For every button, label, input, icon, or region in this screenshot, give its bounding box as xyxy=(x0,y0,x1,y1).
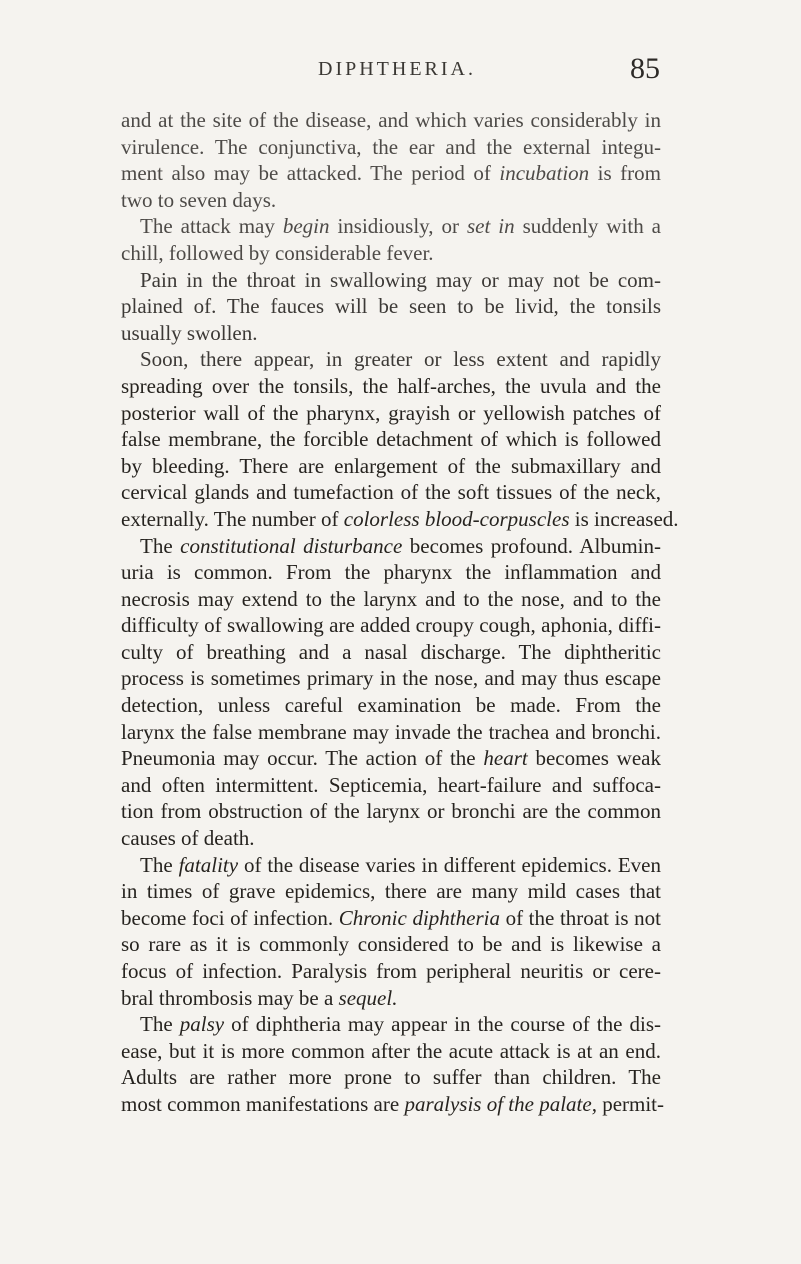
text-line: posterior wall of the pharynx, grayish or yellowish patches of xyxy=(121,400,661,425)
italic-term: begin xyxy=(282,214,330,239)
text-line: most common manifestations are paralysis of the palate, permit- xyxy=(121,1091,665,1116)
italic-term: colorless blood-corpuscles xyxy=(343,506,570,531)
text-line: culty of breathing and a nasal discharge. The diphtheritic xyxy=(121,639,661,664)
text-line: and at the site of the disease, and which varies considerably in xyxy=(121,108,661,132)
text-line: become foci of infection. Chronic diphtheria of the throat is not xyxy=(121,905,661,930)
italic-term: fatality xyxy=(178,852,239,877)
text-line: necrosis may extend to the larynx and to the nose, and to the xyxy=(121,586,661,611)
running-head xyxy=(120,52,660,92)
text-line: virulence. The conjunctiva, the ear and the external integu- xyxy=(121,134,661,159)
text-line: externally. The number of colorless blood-corpuscles is increased. xyxy=(121,506,679,531)
italic-term: heart xyxy=(483,746,528,771)
text-line: two to seven days. xyxy=(121,187,277,212)
text-line: Pneumonia may occur. The action of the heart becomes weak xyxy=(121,746,661,771)
italic-term: sequel. xyxy=(338,985,398,1010)
italic-term: Chronic diphtheria xyxy=(338,905,500,930)
text-line: usually swollen. xyxy=(121,320,258,345)
text-line: so rare as it is commonly considered to be and is likewise a xyxy=(121,932,661,957)
text-line: bral thrombosis may be a sequel. xyxy=(121,985,398,1010)
text-line: by bleeding. There are enlargement of the submaxillary and xyxy=(121,453,661,478)
text-line: tion from obstruction of the larynx or bronchi are the common xyxy=(121,799,661,824)
text-line: Adults are rather more prone to suffer than children. The xyxy=(121,1065,661,1090)
text-line: Pain in the throat in swallowing may or may not be com- xyxy=(140,267,661,292)
text-line: larynx the false membrane may invade the trachea and bronchi. xyxy=(121,719,661,744)
text-line: false membrane, the forcible detachment of which is followed xyxy=(121,427,661,452)
text-line: The attack may begin insidiously, or set in suddenly with a xyxy=(140,214,661,239)
italic-term: incubation xyxy=(499,161,590,186)
italic-term: set in xyxy=(466,214,515,239)
text-line: ease, but it is more common after the acute attack is at an end. xyxy=(121,1038,661,1063)
running-title: DIPHTHERIA. xyxy=(318,58,476,80)
italic-term: paralysis of the palate, xyxy=(404,1091,597,1116)
page-number: 85 xyxy=(630,52,660,85)
text-line: cervical glands and tumefaction of the soft tissues of the neck, xyxy=(121,480,661,505)
text-line: chill, followed by considerable fever. xyxy=(121,240,434,265)
text-line: focus of infection. Paralysis from peripheral neuritis or cere- xyxy=(121,959,661,983)
text-line: causes of death. xyxy=(121,826,255,851)
text-line: ment also may be attacked. The period of incubation is from xyxy=(121,161,662,186)
body-text xyxy=(121,107,679,1118)
text-line: uria is common. From the pharynx the inflammation and xyxy=(121,560,661,585)
text-line: difficulty of swallowing are added croupy cough, aphonia, diffi- xyxy=(121,613,661,638)
text-line: The constitutional disturbance becomes profound. Albumin- xyxy=(140,533,662,558)
text-line: The fatality of the disease varies in different epidemics. Even xyxy=(140,852,661,877)
text-line: process is sometimes primary in the nose, and may thus escape xyxy=(121,666,661,691)
text-line: and often intermittent. Septicemia, heart-failure and suffoca- xyxy=(121,772,661,797)
text-line: spreading over the tonsils, the half-arches, the uvula and the xyxy=(121,373,661,398)
text-line: plained of. The fauces will be seen to be livid, the tonsils xyxy=(121,294,661,319)
text-line: in times of grave epidemics, there are many mild cases that xyxy=(121,879,661,904)
italic-term: constitutional disturbance xyxy=(180,533,403,558)
italic-term: palsy xyxy=(179,1012,225,1037)
text-line: Soon, there appear, in greater or less extent and rapidly xyxy=(140,347,661,372)
text-line: The palsy of diphtheria may appear in the course of the dis- xyxy=(140,1012,662,1037)
text-line: detection, unless careful examination be made. From the xyxy=(121,693,661,718)
